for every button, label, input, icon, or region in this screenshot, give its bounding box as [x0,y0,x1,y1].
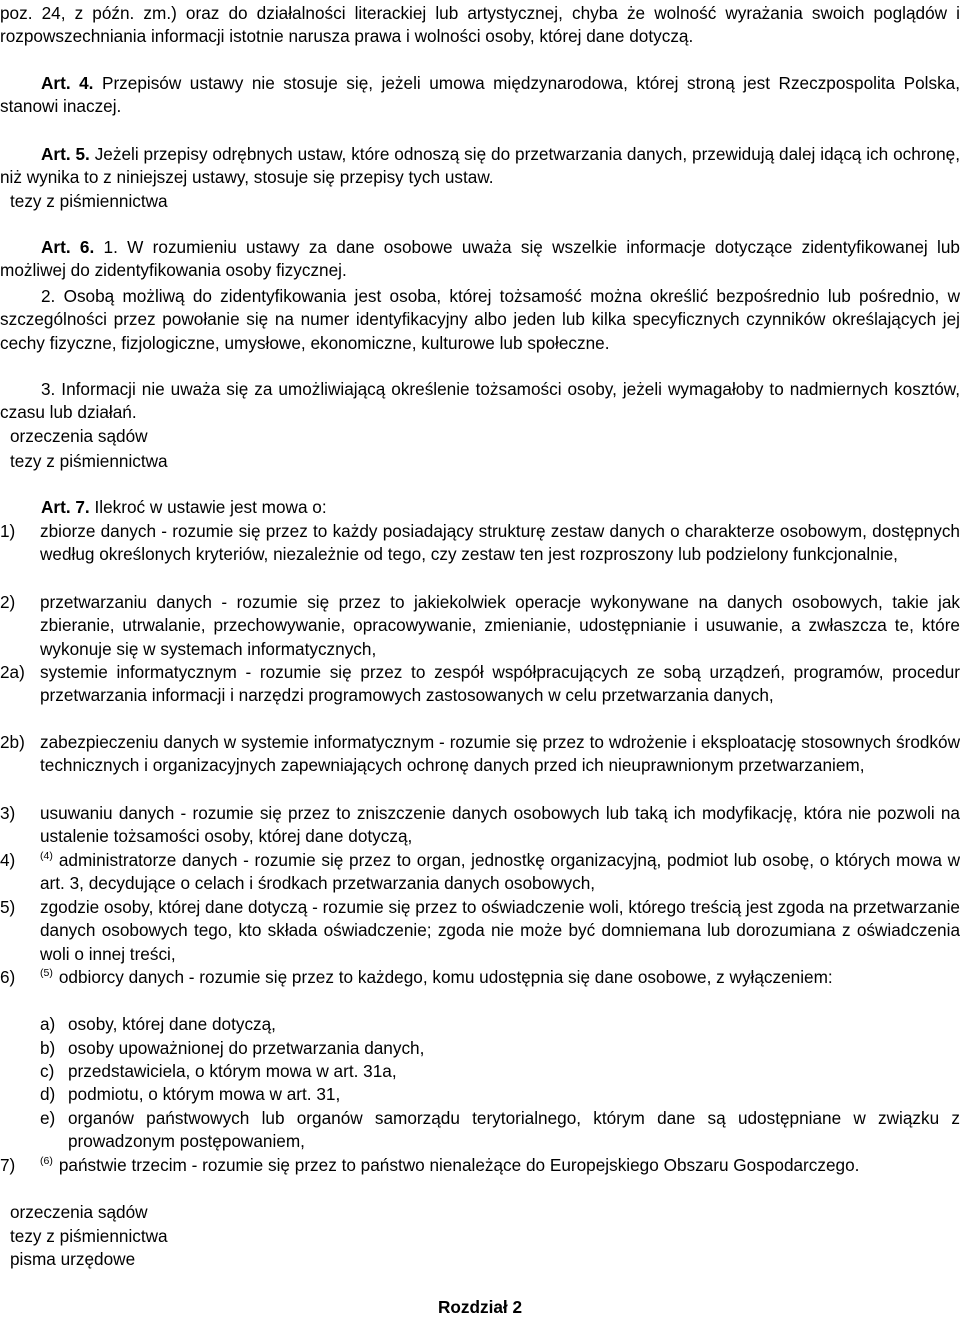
link-tezy-z-pismiennictwa[interactable]: tezy z piśmiennictwa [10,451,168,471]
item-number: 7) [0,1155,16,1175]
art6-section-1 [0,236,960,283]
art7-subitem-a [40,1013,960,1036]
item-number: 1) [0,521,16,541]
art5-paragraph [0,143,960,190]
item-text-wrap [40,1154,960,1177]
item-text-wrap [40,966,960,989]
item-number: 5) [0,897,16,917]
subitem-text: organów państwowych lub organów samorządu terytorialnego, którym dane są udostępniane w związku z prowadzonym postępowaniem, [68,1108,960,1152]
subitem-text: podmiotu, o którym mowa w art. 31, [68,1084,341,1104]
art5-text: Jeżeli przepisy odrębnych ustaw, które odnoszą się do przetwarzania danych, przewidują dalej idącą ich ochronę, niż wynika to z niniejszej ustawy, stosuje się przepisy tych ustaw. [0,144,960,188]
art7-subitem-b [40,1037,960,1060]
item-text: przetwarzaniu danych - rozumie się przez to jakiekolwiek operacje wykonywane na danych osobowych, takie jak zbieranie, utrwalanie, przechowywanie, opracowywanie, zmienianie, udostępnianie i usuwanie, a zwłaszcza te, które wykonuje się w systemach informatycznych, [40,592,960,659]
item-text: odbiorcy danych - rozumie się przez to każdego, komu udostępnia się dane osobowe, z wyłączeniem: [58,967,833,987]
item-text: administratorze danych - rozumie się przez to organ, jednostkę organizacyjną, podmiot lub osobę, o których mowa w art. 3, decydujące o celach i środkach przetwarzania danych osobowych, [40,850,960,894]
art4-paragraph [0,72,960,119]
art7-item-3 [0,802,960,849]
link-pisma-urzedowe[interactable]: pisma urzędowe [10,1249,136,1269]
subitem-text: osoby, której dane dotyczą, [68,1014,276,1034]
art6-p2-text: Osobą możliwą do zidentyfikowania jest osoba, której tożsamość można określić bezpośrednio lub pośrednio, w szczególności przez powołanie się na numer identyfikacyjny albo jeden lub kilka specyficznych czynników określających jej cechy fizyczne, fizjologiczne, umysłowe, ekonomiczne, kulturowe lub społeczne. [0,286,960,353]
art4-label: Art. 4. [41,73,94,93]
footnote-marker[interactable]: (6) [40,1155,53,1167]
art3-tail-paragraph: poz. 24, z późn. zm.) oraz do działalności literackiej lub artystycznej, chyba że wolność wyrażania swoich poglądów i rozpowszechniania informacji istotnie narusza prawa i wolności osoby, której dane dotyczą. [0,3,960,47]
art7-item-5 [0,896,960,966]
chapter-heading: Rozdział 2 [437,1297,523,1317]
art6-p2-number: 2. [41,286,56,306]
art7-item-1 [0,520,960,567]
art7-label: Art. 7. [41,497,90,517]
art7-subitem-e [40,1107,960,1154]
item-text: zbiorze danych - rozumie się przez to każdy posiadający strukturę zestaw danych o charakterze osobowym, dostępnych według określonych kryteriów, niezależnie od tego, czy zestaw ten jest rozproszony lub podzielony funkcjonalnie, [40,521,960,565]
art4-text: Przepisów ustawy nie stosuje się, jeżeli umowa międzynarodowa, której stroną jest Rzeczpospolita Polska, stanowi inaczej. [0,73,960,117]
art6-section-3 [0,378,960,425]
subitem-letter: b) [40,1038,56,1058]
art6-p3-number: 3. [41,379,56,399]
item-text: systemie informatycznym - rozumie się przez to zespół współpracujących ze sobą urządzeń, programów, procedur przetwarzania informacji i narzędzi programowych zastosowanych w celu przetwarzania danych, [40,662,960,706]
item-number: 3) [0,803,16,823]
link-orzeczenia-sadow[interactable]: orzeczenia sądów [10,1202,148,1222]
subitem-letter: c) [40,1061,55,1081]
item-text: zabezpieczeniu danych w systemie informatycznym - rozumie się przez to wdrożenie i eksploatację stosownych środków technicznych i organizacyjnych zapewniających ochronę danych przed ich nieuprawnionym przetwarzaniem, [40,732,960,776]
item-number: 2b) [0,732,25,752]
art7-subitem-d [40,1083,960,1106]
art6-p1-number: 1. [103,237,118,257]
art7-item-7 [0,1154,960,1177]
item-number: 4) [0,850,16,870]
art7-subitem-c [40,1060,960,1083]
art6-label: Art. 6. [41,237,95,257]
item-text-wrap [40,849,960,896]
subitem-letter: d) [40,1084,56,1104]
art7-item-2a [0,661,960,708]
subitem-letter: e) [40,1108,56,1128]
item-text: państwie trzecim - rozumie się przez to państwo nienależące do Europejskiego Obszaru Gospodarczego. [58,1155,860,1175]
art7-intro [0,496,960,519]
art7-item-2 [0,591,960,661]
item-number: 2) [0,592,16,612]
art6-p1-text: W rozumieniu ustawy za dane osobowe uważa się wszelkie informacje dotyczące zidentyfikowanej lub możliwej do zidentyfikowania osoby fizycznej. [0,237,960,281]
item-text: zgodzie osoby, której dane dotyczą - rozumie się przez to oświadczenie woli, którego treścią jest zgoda na przetwarzanie danych osobowych tego, kto składa oświadczenie; zgoda nie może być domniemana lub dorozumiana z oświadczenia woli o innej treści, [40,897,960,964]
art7-item-4 [0,849,960,896]
item-number: 6) [0,967,16,987]
art7-intro-text: Ilekroć w ustawie jest mowa o: [89,497,327,517]
link-tezy-z-pismiennictwa[interactable]: tezy z piśmiennictwa [10,1226,168,1246]
subitem-letter: a) [40,1014,56,1034]
subitem-text: osoby upoważnionej do przetwarzania danych, [68,1038,425,1058]
link-orzeczenia-sadow[interactable]: orzeczenia sądów [10,426,148,446]
art5-label: Art. 5. [41,144,90,164]
item-number: 2a) [0,662,25,682]
footnote-marker[interactable]: (5) [40,967,53,979]
footnote-marker[interactable]: (4) [40,850,53,862]
item-text: usuwaniu danych - rozumie się przez to zniszczenie danych osobowych lub taką ich modyfikację, która nie pozwoli na ustalenie tożsamości osoby, której dane dotyczą, [40,803,960,847]
art7-item-2b [0,731,960,778]
art7-item-6 [0,966,960,989]
link-tezy-z-pismiennictwa[interactable]: tezy z piśmiennictwa [10,191,168,211]
art6-p3-text: Informacji nie uważa się za umożliwiającą określenie tożsamości osoby, jeżeli wymagałoby to nadmiernych kosztów, czasu lub działań. [0,379,960,423]
subitem-text: przedstawiciela, o którym mowa w art. 31a, [68,1061,397,1081]
art6-section-2 [0,285,960,355]
